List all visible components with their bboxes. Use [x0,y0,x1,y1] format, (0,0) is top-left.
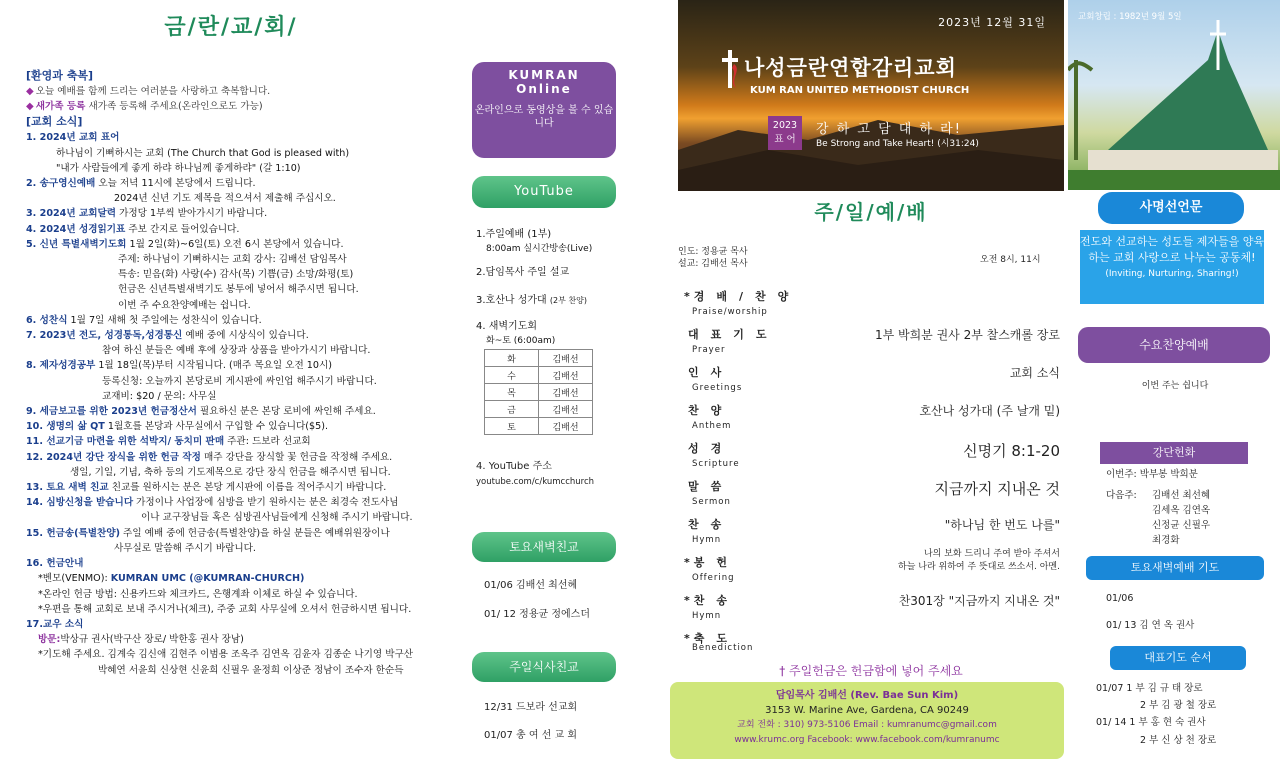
news-item: 4. 2024년 성경읽기표 주보 간지로 들어있습니다. [26,223,240,235]
news-item: 15. 헌금송(특별찬양) 주일 예배 중에 헌금송(특별찬양)을 하실 분들은 예배위원장이나 [26,527,390,539]
sunday-meal-header: 주일식사친교 [472,652,616,682]
news-item-detail: *기도해 주세요. 김계숙 김신애 김현주 이범용 조옥주 김연옥 김윤자 김종순 나기영 박구산 [38,649,414,661]
news-item-detail: 이번 주 수요찬양예배는 쉽니다. [118,299,251,311]
saturday-prayer-row: 01/ 13 김 연 옥 권사 [1106,620,1195,631]
altar-flowers-next-week: 김배선 최선혜 김세옥 김연옥 신정균 신필우 최경화 [1152,490,1211,546]
news-item: 3. 2024년 교회달력 가정당 1부씩 받아가시기 바랍니다. [26,208,268,220]
news-item-detail: 사무실로 말씀해 주시기 바랍니다. [114,542,256,554]
welcome-item: ◆ 새가족 등록 새가족 등록해 주세요(온라인으로도 가능) [26,101,263,113]
news-item-detail: 참여 하신 분들은 예배 후에 상장과 상품을 받아가시기 바랍니다. [102,345,371,357]
news-item: 8. 제자성경공부 1월 18일(목)부터 시작됩니다. (매주 목요일 오전 10시) [26,360,332,372]
service-row: 말씀 Sermon 지금까지 지내온 것 [688,480,1060,507]
motto-english: Be Strong and Take Heart! (시31:24) [816,139,979,149]
meal-row: 01/07 총 여 선 교 회 [484,730,578,741]
welcome-header: [환영과 축복] [26,69,94,82]
offering-note: † 주일헌금은 헌금함에 넣어 주세요 [779,664,963,678]
mission-statement-box: 전도와 선교하는 성도들 제자들을 양육하는 교회 사랑으로 나누는 공동체! (Inviting, Nurturing, Sharing!) [1080,230,1264,304]
service-leaders: 인도: 정용균 목사 설교: 김배선 목사 [678,247,748,269]
saturday-fellowship-header: 토요새벽친교 [472,532,616,562]
list-item: 3.호산나 성가대 (2부 찬양) [476,295,587,306]
church-name-en: KUM RAN UNITED METHODIST CHURCH [750,85,970,96]
news-item: 13. 토요 새벽 친교 친교를 원하시는 분은 본당 게시판에 이름을 적어주시기 바랍니다. [26,482,387,494]
news-item-detail: 특송: 믿음(화) 사랑(수) 감사(목) 기쁨(금) 소망/화평(토) [118,269,354,281]
news-item-detail: "내가 사람들에게 좋게 하랴 하나님께 좋게하랴" (갈 1:10) [56,162,301,174]
service-row: * 경배/찬양 Praise/worship [684,290,801,317]
church-news-body [26,68,456,678]
news-item-detail: 하나님이 기뻐하시는 교회 (The Church that God is pleased with) [56,147,350,159]
news-item: 7. 2023년 전도, 성경통독,성경통신 예배 중에 시상식이 있습니다. [26,330,309,342]
table-row: 수 김배선 [485,367,593,384]
church-banner [678,0,1064,191]
news-item-detail: 등록신청: 오늘까지 본당로비 게시판에 싸인업 해주시기 바랍니다. [102,375,377,387]
church-web-links[interactable]: www.krumc.org Facebook: www.facebook.com/kumranumc [734,735,1000,745]
service-row: 찬송 Hymn "하나님 한 번도 나를" [688,518,1060,545]
church-building-image [1068,0,1280,190]
news-item: 16. 헌금안내 [26,558,84,570]
fellowship-row: 01/ 12 정용균 정에스더 [484,609,590,620]
news-item-detail: *벤모(VENMO): KUMRAN UMC (@KUMRAN-CHURCH) [38,573,305,585]
diamond-icon: ◆ [26,86,34,97]
service-row: 대표기도 Prayer 1부 박희분 권사 2부 찰스캐롤 장로 [688,328,1060,355]
news-item-detail: 방문:박상규 권사(박구산 장로/ 박한홍 권사 장남) [38,634,244,646]
online-heading: Online [516,82,572,96]
church-news-column [0,0,462,777]
table-row: 화 김배선 [485,350,593,367]
news-item: 14. 심방신청을 받습니다 가정이나 사업장에 심방을 받기 원하시는 분은 최경숙 전도사님 [26,497,399,509]
news-item-detail: *온라인 헌금 방법: 신용카드와 체크카드, 은행계좌 이체로 하실 수 있습니다. [38,588,358,600]
news-item-detail: *우편을 통해 교회로 보내 주시거나(체크), 주중 교회 사무실에 오셔서 헌금하시면 됩니다. [38,603,412,615]
youtube-button[interactable]: YouTube [472,176,616,208]
representative-prayer-row: 01/ 14 1 부 홍 현 숙 권사 [1096,717,1206,728]
online-text: 온라인으로 동영상을 볼 수 있습니다 [474,105,614,129]
saturday-prayer-header: 토요새벽예배 기도 [1086,556,1264,580]
list-item: 2.담임목사 주일 설교 [476,267,570,278]
youtube-list [476,228,621,358]
table-row: 목 김배선 [485,384,593,401]
service-row: 인사 Greetings 교회 소식 [688,366,1060,393]
news-item-detail: 헌금은 신년특별새벽기도 봉투에 넣어서 해주시면 됩니다. [118,284,359,296]
news-item: 12. 2024년 강단 장식을 위한 헌금 작정 매주 강단을 장식할 꽃 헌금을 작정해 주세요. [26,451,393,463]
contact-box [670,682,1064,759]
service-row: * 봉헌 Offering 나의 보화 드리니 주여 받아 주셔서 하늘 나라 위하여 주 뜻대로 쓰소서. 아멘. [684,549,1060,583]
news-item-detail: 교재비: $20 / 문의: 사무실 [102,390,217,402]
diamond-icon: ◆ [26,101,34,113]
church-address: 3153 W. Marine Ave, Gardena, CA 90249 [765,705,969,716]
wednesday-worship-header: 수요찬양예배 [1078,327,1270,363]
service-row: * 찬송 Hymn 찬301장 "지금까지 지내온 것" [684,594,1060,621]
meal-row: 12/31 드보라 선교회 [484,702,578,713]
list-item: 4. 새벽기도회 화~토 (6:00am) [476,321,556,346]
news-item-detail: 이나 교구장님들 혹은 심방권사님들에게 신청해 주시기 바랍니다. [141,512,413,524]
fellowship-row: 01/06 김배선 최선혜 [484,580,578,591]
motto-year-badge: 2023 표 어 [768,116,802,150]
founding-date: 교회창립 : 1982년 9월 5일 [1078,12,1182,22]
mission-statement-header: 사명선언문 [1098,192,1244,224]
bulletin-date: 2023년 12월 31일 [938,16,1046,29]
representative-prayer-row: 01/07 1 부 김 규 태 장로 [1096,683,1203,694]
dawn-prayer-table [484,349,593,435]
service-time: 오전 8시, 11시 [980,255,1041,265]
church-name: 나성금란연합감리교회 [744,56,957,80]
church-phone-email[interactable]: 교회 전화 : 310) 973-5106 Email : kumranumc@gmail.com [737,720,997,730]
news-item: 5. 신년 특별새벽기도회 1월 2일(화)~6일(토) 오전 6시 본당에서 있습니다. [26,238,344,250]
wednesday-worship-note: 이번 주는 쉽니다 [1141,381,1209,391]
youtube-address: 4. YouTube 주소 youtube.com/c/kumcchurch [476,461,595,487]
news-item: 1. 2024년 교회 표어 [26,132,120,144]
pastor-name: 담임목사 김배선 (Rev. Bae Sun Kim) [775,690,959,701]
table-row: 토 김배선 [485,418,593,435]
news-item: 10. 생명의 삶 QT 1월호를 본당과 사무실에서 구입할 수 있습니다($5). [26,421,329,433]
news-item-detail: 주제: 하나님이 기뻐하시는 교회 강사: 김배선 담임목사 [118,254,347,266]
online-heading: KUMRAN [508,68,580,82]
service-row: * 축도 Benediction [684,632,754,653]
welcome-item: ◆ 오늘 예배를 함께 드리는 여러분을 사랑하고 축복합니다. [26,86,271,97]
motto-korean: 강 하 고 담 대 하 라! [816,122,962,137]
news-item: 11. 선교기금 마련을 위한 석박지/ 동치미 판매 주관: 드보라 선교회 [26,436,311,448]
cross-flame-icon [720,48,740,90]
list-item: 1.주일예배 (1부) 8:00am 실시간방송(Live) [476,229,593,254]
representative-prayer-row: 2 부 신 상 천 장로 [1140,735,1217,746]
representative-prayer-row: 2 부 김 광 철 장로 [1140,700,1217,711]
news-item: 9. 세금보고를 위한 2023년 헌금정산서 필요하신 분은 본당 로비에 싸인해 주세요. [26,406,376,418]
service-row: 찬양 Anthem 호산나 성가대 (주 날개 밑) [688,404,1060,431]
church-news-title: 금/란/교/회/ [164,15,298,40]
altar-flowers-header: 강단헌화 [1100,442,1248,464]
news-item-detail: 생일, 기일, 기념, 축하 등의 기도제목으로 강단 장식 헌금을 해주시면 됩니다. [70,466,391,478]
news-item-detail: 박혜연 서윤희 신상현 신윤희 신필우 윤정희 이상준 정남이 조수자 한순득 [98,664,404,676]
online-column [462,0,628,777]
service-title: 주/일/예/배 [814,200,928,224]
altar-flowers-next-week-label: 다음주: [1106,490,1137,501]
news-item: 2. 송구영신예배 오늘 저녁 11시에 본당에서 드립니다. [26,178,256,190]
news-header: [교회 소식] [26,115,83,129]
table-row: 금 김배선 [485,401,593,418]
news-item: 6. 성찬식 1월 7일 새해 첫 주일에는 성찬식이 있습니다. [26,314,262,326]
news-item-detail: 2024년 신년 기도 제목을 적으셔서 제출해 주십시오. [114,193,336,205]
offering-verse: 나의 보화 드리니 주여 받아 주셔서 하늘 나라 위하여 주 뜻대로 쓰소서. 아멘. [898,549,1060,572]
church-building-photo [1068,0,1280,190]
news-item: 17.교우 소식 [26,618,84,630]
representative-prayer-header: 대표기도 순서 [1110,646,1246,670]
kumran-online-box [472,62,616,158]
service-row: 성경 Scripture 신명기 8:1-20 [688,442,1060,469]
altar-flowers-this-week: 이번주: 박부봉 박희분 [1106,469,1198,480]
youtube-url-link[interactable]: youtube.com/c/kumcchurch [476,477,595,487]
saturday-prayer-row: 01/06 [1106,593,1134,604]
